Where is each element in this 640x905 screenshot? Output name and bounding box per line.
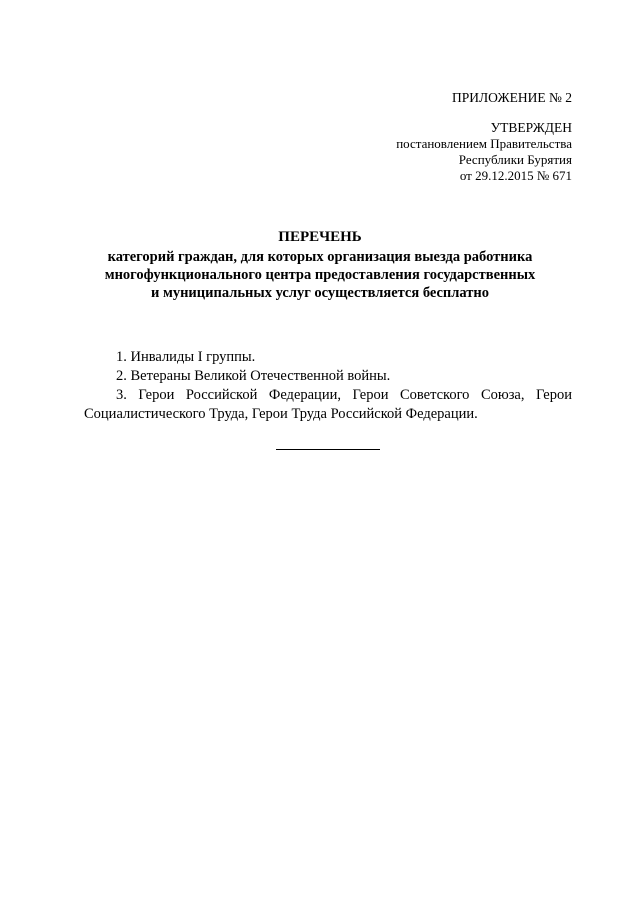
list-item: 2. Ветераны Великой Отечественной войны. (116, 368, 391, 384)
list-item: 1. Инвалиды I группы. (116, 349, 256, 365)
approved-by-line2: Республики Бурятия (458, 152, 572, 167)
approved-by-line1: постановлением Правительства (396, 136, 572, 151)
end-divider (276, 449, 380, 450)
document-title (68, 228, 572, 302)
categories-list (84, 348, 572, 424)
approval-header (396, 90, 572, 184)
list-item: 3. Герои Российской Федерации, Герои Советского Союза, Герои Социалистического Труда, Герои Труда Российской Федерации. (84, 387, 572, 422)
approved-label: УТВЕРЖДЕН (490, 120, 572, 135)
appendix-number: ПРИЛОЖЕНИЕ № 2 (451, 90, 572, 105)
decree-date-number: от 29.12.2015 № 671 (459, 168, 572, 183)
title-line2: многофункционального центра предоставления государственных (104, 267, 536, 283)
title-line3: и муниципальных услуг осуществляется бесплатно (150, 285, 490, 301)
title-main: ПЕРЕЧЕНЬ (278, 229, 362, 245)
title-line1: категорий граждан, для которых организация выезда работника (107, 249, 533, 265)
